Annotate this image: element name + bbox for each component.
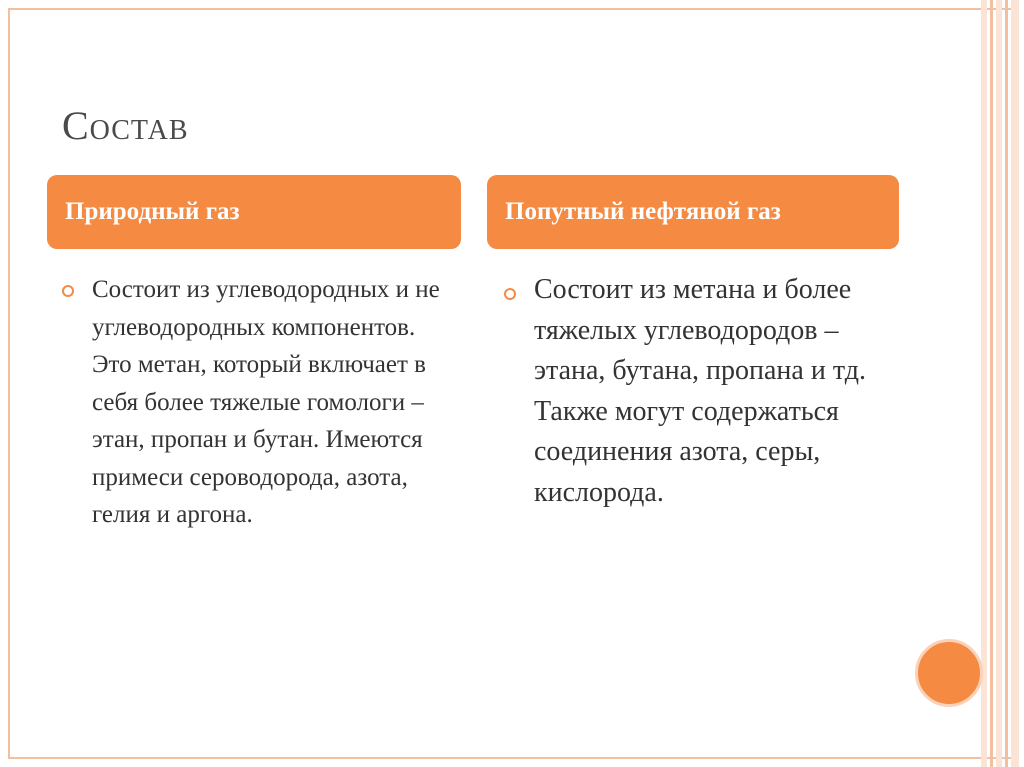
ring-bullet-icon — [504, 288, 516, 300]
bullet-text-left: Состоит из углеводородных и не углеводородных компонентов. Это метан, который включает в себя более тяжелые гомологи – этан, пропан и бутан. Имеются примеси сероводорода, азота, гелия и аргона. — [92, 276, 440, 528]
decor-stripe — [990, 0, 993, 767]
decor-stripe — [981, 0, 987, 767]
orange-circle-icon — [915, 639, 983, 707]
ring-bullet-icon — [62, 285, 74, 297]
bullet-column-right — [504, 270, 904, 513]
header-associated-gas: Попутный нефтяной газ — [487, 175, 899, 249]
slide-title: Состав — [62, 103, 189, 148]
bullet-column-left — [62, 271, 452, 534]
decor-stripe — [1005, 0, 1008, 767]
decor-stripe — [1011, 0, 1019, 767]
decor-stripe — [996, 0, 1002, 767]
header-natural-gas: Природный газ — [47, 175, 461, 249]
bullet-text-right: Состоит из метана и более тяжелых углеводородов – этана, бутана, пропана и тд. Также могут содержаться соединения азота, серы, кислорода. — [534, 274, 866, 508]
